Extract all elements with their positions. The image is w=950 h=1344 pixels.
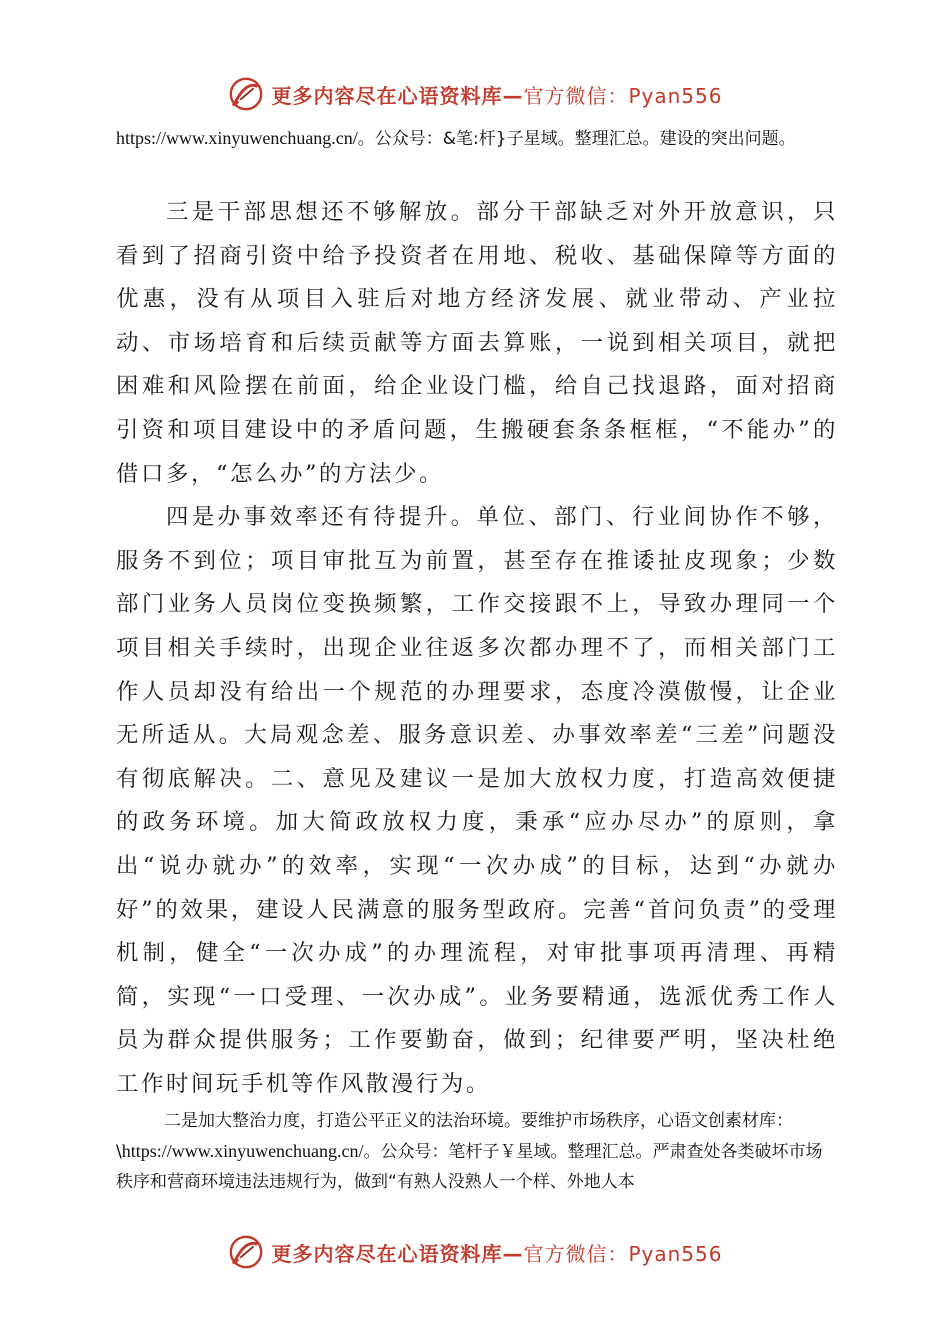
- header-banner: [0, 74, 950, 114]
- bottom-note: 二是加大整治力度，打造公平正义的法治环境。要维护市场秩序，心语文创素材库：\https://www.xinyuwenchuang.cn/。公众号：笔杆子￥星域。整理汇总。严肃查处各类破坏市场秩序和营商环境违法违规行为，做到“有熟人没熟人一个样、外地人本: [116, 1111, 823, 1192]
- top-note-text: 。公众号：&笔:杆}子星域。整理汇总。建设的突出问题。: [357, 129, 796, 149]
- footer-banner: [0, 1232, 950, 1272]
- banner-text: 更多内容尽在心语资料库—官方微信：Pyan556: [271, 1241, 723, 1266]
- pen-scroll-logo-icon: [227, 1233, 265, 1271]
- body-text: [116, 191, 838, 1106]
- banner-text: 更多内容尽在心语资料库—官方微信：Pyan556: [271, 83, 723, 108]
- paragraph-3: 三是干部思想还不够解放。部分干部缺乏对外开放意识，只看到了招商引资中给予投资者在用地、税收、基础保障等方面的优惠，没有从项目入驻后对地方经济发展、就业带动、产业拉动、市场培育和后续贡献等方面去算账，一说到相关项目，就把困难和风险摆在前面，给企业设门槛，给自己找退路，面对招商引资和项目建设中的矛盾问题，生搬硬套条条框框，“不能办”的借口多，“怎么办”的方法少。: [116, 199, 838, 487]
- pen-scroll-logo-icon: [227, 75, 265, 113]
- top-note: [116, 123, 836, 154]
- top-note-url: https://www.xinyuwenchuang.cn/: [116, 128, 358, 148]
- paragraph-4: 四是办事效率还有待提升。单位、部门、行业间协作不够，服务不到位；项目审批互为前置，甚至存在推诿扯皮现象；少数部门业务人员岗位变换频繁，工作交接跟不上，导致办理同一个项目相关手续时，出现企业往返多次都办理不了，而相关部门工作人员却没有给出一个规范的办理要求，态度冷漠傲慢，让企业无所适从。大局观念差、服务意识差、办事效率差“三差”问题没有彻底解决。二、意见及建议一是加大放权力度，打造高效便捷的政务环境。加大简政放权力度，秉承“应办尽办”的原则，拿出“说办就办”的效率，实现“一次办成”的目标，达到“办就办好”的效果，建设人民满意的服务型政府。完善“首问负责”的受理机制，健全“一次办成”的办理流程，对审批事项再清理、再精简，实现“一口受理、一次办成”。业务要精通，选派优秀工作人员为群众提供服务；工作要勤奋，做到；纪律要严明，坚决杜绝工作时间玩手机等作风散漫行为。: [116, 504, 838, 1097]
